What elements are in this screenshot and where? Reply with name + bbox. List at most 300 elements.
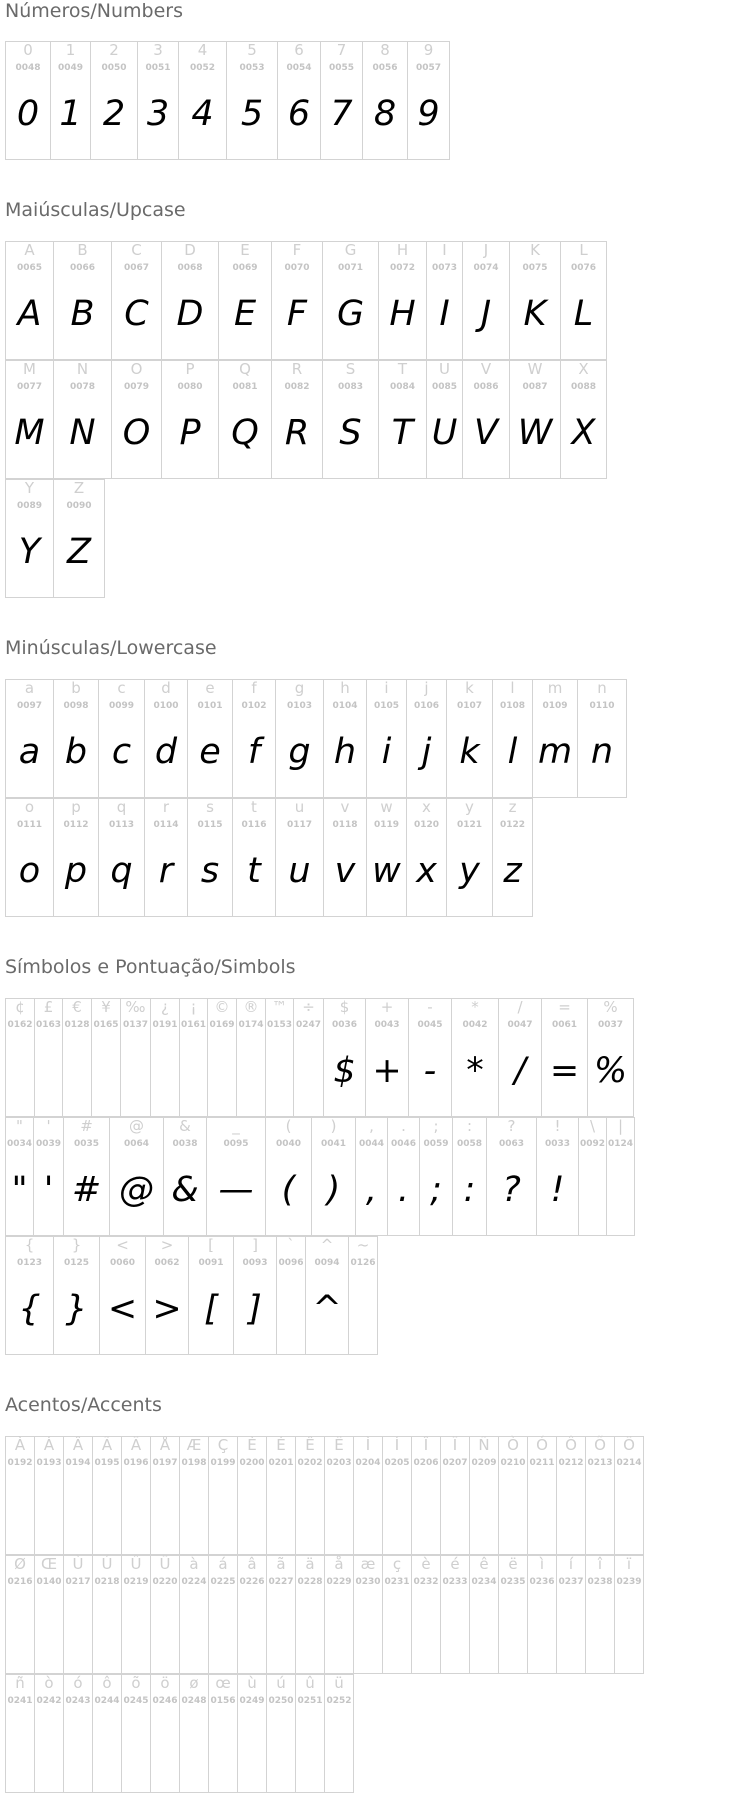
glyph-label: % bbox=[603, 998, 618, 1016]
glyph-sample: ; bbox=[430, 1170, 442, 1210]
glyph-cell bbox=[614, 1555, 644, 1674]
glyph-code: 0059 bbox=[423, 1139, 449, 1149]
glyph-cell bbox=[446, 679, 493, 798]
glyph-cell bbox=[53, 1236, 100, 1355]
glyph-code: 0244 bbox=[94, 1696, 120, 1706]
glyph-label: } bbox=[71, 1236, 82, 1254]
glyph-label: è bbox=[421, 1555, 431, 1573]
glyph-cell bbox=[33, 1117, 64, 1236]
glyph-code: 0067 bbox=[123, 263, 150, 273]
glyph-sample: 1 bbox=[59, 94, 82, 134]
glyph-code: 0137 bbox=[122, 1020, 149, 1030]
glyph-code: 0085 bbox=[431, 382, 458, 392]
glyph-cell bbox=[5, 1436, 35, 1555]
glyph-cell bbox=[53, 360, 112, 479]
glyph-sample: ] bbox=[248, 1289, 262, 1329]
glyph-cell bbox=[53, 679, 99, 798]
glyph-label: J bbox=[483, 241, 489, 259]
glyph-label: > bbox=[160, 1236, 174, 1254]
glyph-sample: C bbox=[124, 294, 149, 334]
glyph-label: Å bbox=[159, 1436, 171, 1454]
glyph-sample: @ bbox=[119, 1170, 154, 1210]
glyph-sample: 6 bbox=[287, 94, 311, 134]
glyph-cell bbox=[382, 1555, 412, 1674]
glyph-cell bbox=[53, 241, 112, 360]
glyph-label: O bbox=[130, 360, 143, 378]
glyph-label: é bbox=[450, 1555, 460, 1573]
glyph-code: 0243 bbox=[65, 1696, 91, 1706]
glyph-label: ÷ bbox=[302, 998, 315, 1016]
glyph-code: 0214 bbox=[616, 1458, 642, 1468]
glyph-label: œ bbox=[215, 1674, 231, 1692]
glyph-code: 0225 bbox=[210, 1577, 236, 1587]
glyph-sample: o bbox=[18, 851, 41, 891]
glyph-label: Ì bbox=[365, 1436, 371, 1454]
glyph-label: ù bbox=[247, 1674, 257, 1692]
glyph-sample: y bbox=[459, 851, 480, 891]
glyph-cell bbox=[5, 241, 54, 360]
glyph-cell bbox=[53, 479, 105, 598]
glyph-code: 0046 bbox=[390, 1139, 417, 1149]
glyph-code: 0043 bbox=[374, 1020, 400, 1030]
glyph-code: 0061 bbox=[551, 1020, 578, 1030]
glyph-cell bbox=[98, 798, 145, 917]
glyph-cell bbox=[188, 1236, 234, 1355]
glyph-code: 0224 bbox=[181, 1577, 207, 1587]
glyph-label: ' bbox=[46, 1117, 51, 1135]
glyph-cell bbox=[5, 360, 54, 479]
glyph-cell bbox=[236, 998, 266, 1117]
glyph-label: à bbox=[189, 1555, 199, 1573]
glyph-code: 0191 bbox=[152, 1020, 178, 1030]
glyph-sample: . bbox=[397, 1170, 410, 1210]
glyph-cell bbox=[92, 1555, 122, 1674]
glyph-code: 0045 bbox=[417, 1020, 443, 1030]
glyph-cell bbox=[541, 998, 588, 1117]
glyph-sample: S bbox=[339, 413, 362, 453]
glyph-label: ® bbox=[243, 998, 259, 1016]
glyph-cell bbox=[378, 360, 427, 479]
glyph-label: p bbox=[71, 798, 81, 816]
glyph-cell bbox=[323, 998, 366, 1117]
glyph-label: K bbox=[530, 241, 540, 259]
glyph-label: 3 bbox=[153, 41, 163, 59]
glyph-sample: # bbox=[71, 1170, 102, 1210]
glyph-label: _ bbox=[232, 1117, 240, 1135]
glyph-cell bbox=[5, 1236, 54, 1355]
glyph-sample: G bbox=[336, 294, 365, 334]
glyph-label: Ï bbox=[452, 1436, 458, 1454]
glyph-sample: P bbox=[179, 413, 201, 453]
glyph-code: 0112 bbox=[63, 820, 89, 830]
glyph-cell bbox=[187, 798, 233, 917]
glyph-label: c bbox=[117, 679, 126, 697]
glyph-code: 0229 bbox=[326, 1577, 352, 1587]
glyph-cell bbox=[452, 1117, 487, 1236]
glyph-cell bbox=[614, 1436, 644, 1555]
glyph-cell bbox=[5, 1674, 35, 1793]
glyph-label: Ë bbox=[334, 1436, 344, 1454]
glyph-sample: 2 bbox=[102, 94, 126, 134]
glyph-sample: 7 bbox=[330, 94, 353, 134]
glyph-code: 0114 bbox=[153, 820, 179, 830]
glyph-sample: i bbox=[381, 732, 392, 772]
glyph-sample: m bbox=[537, 732, 573, 772]
glyph-label: î bbox=[597, 1555, 603, 1573]
glyph-code: 0128 bbox=[64, 1020, 90, 1030]
section-title-numbers: Números/Numbers bbox=[5, 0, 183, 22]
glyph-label: 0 bbox=[23, 41, 33, 59]
glyph-code: 0088 bbox=[570, 382, 597, 392]
glyph-cell bbox=[382, 1436, 412, 1555]
glyph-cell bbox=[324, 1436, 354, 1555]
glyph-code: 0097 bbox=[16, 701, 43, 711]
glyph-label: # bbox=[80, 1117, 93, 1135]
glyph-cell bbox=[266, 1555, 296, 1674]
glyph-label: g bbox=[294, 679, 305, 697]
glyph-code: 0123 bbox=[16, 1258, 43, 1268]
glyph-code: 0047 bbox=[507, 1020, 533, 1030]
glyph-cell bbox=[266, 1674, 296, 1793]
glyph-label: Ê bbox=[305, 1436, 315, 1454]
glyph-sample: ' bbox=[43, 1170, 54, 1210]
glyph-label: ^ bbox=[320, 1236, 334, 1254]
glyph-code: 0107 bbox=[456, 701, 483, 711]
glyph-code: 0201 bbox=[268, 1458, 294, 1468]
glyph-code: 0209 bbox=[471, 1458, 497, 1468]
glyph-label: H bbox=[396, 241, 409, 259]
glyph-cell bbox=[34, 998, 63, 1117]
glyph-cell bbox=[406, 798, 447, 917]
glyph-code: 0207 bbox=[442, 1458, 468, 1468]
glyph-code: 0102 bbox=[241, 701, 267, 711]
glyph-label: Ú bbox=[101, 1555, 113, 1573]
glyph-sample: n bbox=[590, 732, 614, 772]
glyph-cell bbox=[150, 998, 180, 1117]
glyph-code: 0075 bbox=[522, 263, 548, 273]
glyph-cell bbox=[90, 41, 138, 160]
glyph-label: n bbox=[597, 679, 607, 697]
glyph-label: w bbox=[380, 798, 393, 816]
glyph-cell bbox=[232, 679, 276, 798]
glyph-cell bbox=[237, 1674, 267, 1793]
glyph-code: 0233 bbox=[442, 1577, 468, 1587]
glyph-code: 0087 bbox=[522, 382, 548, 392]
glyph-label: £ bbox=[43, 998, 54, 1016]
glyph-label: ) bbox=[330, 1117, 337, 1135]
glyph-cell bbox=[323, 798, 367, 917]
glyph-code: 0203 bbox=[326, 1458, 352, 1468]
glyph-code: 0115 bbox=[197, 820, 223, 830]
glyph-label: q bbox=[116, 798, 127, 816]
glyph-cell bbox=[121, 1674, 151, 1793]
glyph-cell bbox=[585, 1436, 615, 1555]
glyph-code: 0118 bbox=[332, 820, 358, 830]
glyph-label: M bbox=[23, 360, 36, 378]
glyph-code: 0092 bbox=[579, 1139, 606, 1149]
glyph-cell bbox=[120, 998, 151, 1117]
glyph-code: 0033 bbox=[544, 1139, 571, 1149]
glyph-code: 0219 bbox=[123, 1577, 149, 1587]
glyph-code: 0125 bbox=[63, 1258, 90, 1268]
glyph-label: S bbox=[345, 360, 356, 378]
glyph-cell bbox=[527, 1555, 557, 1674]
glyph-cell bbox=[63, 1117, 110, 1236]
glyph-sample: O bbox=[122, 413, 151, 453]
glyph-label: { bbox=[24, 1236, 35, 1254]
glyph-code: 0156 bbox=[210, 1696, 236, 1706]
glyph-code: 0140 bbox=[36, 1577, 62, 1587]
glyph-cell bbox=[407, 41, 450, 160]
glyph-cell bbox=[498, 1555, 528, 1674]
glyph-code: 0205 bbox=[384, 1458, 410, 1468]
glyph-label: Ù bbox=[72, 1555, 84, 1573]
glyph-code: 0108 bbox=[499, 701, 526, 711]
glyph-label: 9 bbox=[423, 41, 434, 59]
glyph-cell bbox=[411, 1555, 441, 1674]
glyph-code: 0251 bbox=[297, 1696, 323, 1706]
glyph-code: 0239 bbox=[616, 1577, 642, 1587]
glyph-code: 0035 bbox=[73, 1139, 100, 1149]
glyph-label: d bbox=[161, 679, 171, 697]
glyph-sample: H bbox=[389, 294, 416, 334]
glyph-cell bbox=[121, 1555, 151, 1674]
glyph-code: 0236 bbox=[529, 1577, 555, 1587]
glyph-sample: t bbox=[247, 851, 261, 891]
glyph-label: + bbox=[380, 998, 394, 1016]
glyph-code: 0126 bbox=[350, 1258, 376, 1268]
glyph-cell bbox=[469, 1436, 499, 1555]
glyph-cell bbox=[536, 1117, 579, 1236]
glyph-sample: E bbox=[233, 294, 257, 334]
glyph-sample: Q bbox=[231, 413, 259, 453]
glyph-code: 0064 bbox=[123, 1139, 150, 1149]
glyph-label: x bbox=[422, 798, 431, 816]
glyph-sample: U bbox=[431, 413, 458, 453]
glyph-cell bbox=[34, 1555, 64, 1674]
glyph-sample: J bbox=[480, 294, 492, 334]
glyph-cell bbox=[440, 1436, 470, 1555]
glyph-code: 0060 bbox=[109, 1258, 136, 1268]
glyph-cell bbox=[469, 1555, 499, 1674]
glyph-sample: I bbox=[439, 294, 450, 334]
glyph-label: å bbox=[334, 1555, 344, 1573]
glyph-cell bbox=[322, 360, 379, 479]
glyph-code: 0230 bbox=[355, 1577, 381, 1587]
glyph-cell bbox=[440, 1555, 470, 1674]
glyph-code: 0044 bbox=[358, 1139, 385, 1149]
glyph-cell bbox=[5, 41, 51, 160]
glyph-sample: { bbox=[18, 1289, 41, 1329]
glyph-cell bbox=[233, 1236, 277, 1355]
glyph-sample: , bbox=[365, 1170, 378, 1210]
glyph-label: = bbox=[558, 998, 571, 1016]
glyph-label: ï bbox=[626, 1555, 632, 1573]
glyph-cell bbox=[387, 1117, 420, 1236]
glyph-label: Ø bbox=[14, 1555, 26, 1573]
glyph-grids bbox=[5, 0, 730, 1794]
glyph-cell bbox=[585, 1555, 615, 1674]
glyph-sample: e bbox=[199, 732, 221, 772]
glyph-cell bbox=[226, 41, 278, 160]
glyph-label: ã bbox=[276, 1555, 286, 1573]
glyph-label: ò bbox=[44, 1674, 54, 1692]
glyph-label: [ bbox=[208, 1236, 214, 1254]
glyph-cell bbox=[492, 798, 533, 917]
glyph-sample: z bbox=[503, 851, 522, 891]
glyph-label: v bbox=[340, 798, 350, 816]
glyph-cell bbox=[446, 798, 493, 917]
glyph-label: Õ bbox=[594, 1436, 606, 1454]
glyph-code: 0083 bbox=[337, 382, 364, 392]
glyph-code: 0036 bbox=[331, 1020, 358, 1030]
glyph-code: 0250 bbox=[268, 1696, 294, 1706]
glyph-label: Î bbox=[423, 1436, 429, 1454]
glyph-sample: 5 bbox=[240, 94, 264, 134]
glyph-code: 0235 bbox=[500, 1577, 526, 1587]
glyph-code: 0242 bbox=[36, 1696, 62, 1706]
glyph-label: Ü bbox=[159, 1555, 171, 1573]
glyph-cell bbox=[237, 1555, 267, 1674]
glyph-label: F bbox=[292, 241, 302, 259]
glyph-label: @ bbox=[129, 1117, 144, 1135]
glyph-cell bbox=[426, 241, 463, 360]
glyph-cell bbox=[63, 1555, 93, 1674]
glyph-cell bbox=[295, 1674, 325, 1793]
glyph-label: * bbox=[471, 998, 479, 1016]
glyph-code: 0245 bbox=[123, 1696, 149, 1706]
glyph-code: 0048 bbox=[15, 63, 41, 73]
glyph-label: È bbox=[247, 1436, 257, 1454]
glyph-label: À bbox=[14, 1436, 26, 1454]
glyph-label: , bbox=[369, 1117, 374, 1135]
glyph-cell bbox=[5, 1555, 35, 1674]
glyph-code: 0050 bbox=[101, 63, 127, 73]
glyph-code: 0093 bbox=[242, 1258, 268, 1268]
glyph-cell bbox=[92, 1436, 122, 1555]
glyph-label: ¡ bbox=[190, 998, 197, 1016]
glyph-cell bbox=[98, 679, 145, 798]
glyph-code: 0062 bbox=[154, 1258, 180, 1268]
glyph-cell bbox=[179, 1436, 209, 1555]
glyph-code: 0094 bbox=[314, 1258, 340, 1268]
glyph-cell bbox=[532, 679, 578, 798]
glyph-code: 0086 bbox=[473, 382, 499, 392]
glyph-sample: D bbox=[176, 294, 204, 334]
glyph-cell bbox=[411, 1436, 441, 1555]
glyph-cell bbox=[5, 798, 54, 917]
glyph-cell bbox=[163, 1117, 207, 1236]
glyph-cell bbox=[208, 1674, 238, 1793]
glyph-code: 0200 bbox=[239, 1458, 265, 1468]
glyph-code: 0232 bbox=[413, 1577, 439, 1587]
section-title-upcase: Maiúsculas/Upcase bbox=[5, 199, 186, 221]
glyph-sample: a bbox=[18, 732, 41, 772]
glyph-code: 0109 bbox=[542, 701, 568, 711]
glyph-sample: " bbox=[11, 1170, 28, 1210]
glyph-cell bbox=[34, 1436, 64, 1555]
glyph-sample: ! bbox=[550, 1170, 565, 1210]
glyph-cell bbox=[208, 1555, 238, 1674]
glyph-cell bbox=[145, 1236, 189, 1355]
glyph-code: 0228 bbox=[297, 1577, 323, 1587]
glyph-code: 0056 bbox=[372, 63, 398, 73]
glyph-label: Ñ bbox=[478, 1436, 490, 1454]
glyph-cell bbox=[5, 479, 54, 598]
glyph-sample: L bbox=[573, 294, 594, 334]
glyph-code: 0079 bbox=[123, 382, 150, 392]
glyph-label: Â bbox=[72, 1436, 84, 1454]
glyph-cell bbox=[366, 679, 407, 798]
glyph-cell bbox=[266, 1436, 296, 1555]
glyph-label: y bbox=[465, 798, 474, 816]
glyph-cell bbox=[271, 241, 323, 360]
glyph-label: Æ bbox=[186, 1436, 202, 1454]
glyph-code: 0089 bbox=[16, 501, 43, 511]
glyph-cell bbox=[218, 241, 272, 360]
glyph-label: Û bbox=[130, 1555, 142, 1573]
glyph-label: / bbox=[517, 998, 523, 1016]
glyph-label: r bbox=[162, 798, 170, 816]
glyph-cell bbox=[265, 998, 294, 1117]
glyph-cell bbox=[53, 798, 99, 917]
glyph-cell bbox=[111, 360, 162, 479]
glyph-label: : bbox=[466, 1117, 473, 1135]
glyph-sample: } bbox=[65, 1289, 88, 1329]
glyph-label: â bbox=[247, 1555, 257, 1573]
glyph-cell bbox=[179, 1555, 209, 1674]
glyph-label: a bbox=[24, 679, 35, 697]
glyph-label: C bbox=[131, 241, 142, 259]
glyph-label: G bbox=[344, 241, 357, 259]
glyph-code: 0082 bbox=[284, 382, 310, 392]
glyph-label: ç bbox=[392, 1555, 402, 1573]
glyph-cell bbox=[353, 1555, 383, 1674]
glyph-cell bbox=[179, 1674, 209, 1793]
glyph-code: 0163 bbox=[35, 1020, 62, 1030]
glyph-cell bbox=[378, 241, 427, 360]
glyph-cell bbox=[305, 1236, 349, 1355]
glyph-sample: W bbox=[517, 413, 553, 453]
glyph-cell bbox=[99, 1236, 146, 1355]
glyph-sample: h bbox=[333, 732, 357, 772]
glyph-code: 0162 bbox=[7, 1020, 33, 1030]
glyph-code: 0099 bbox=[108, 701, 135, 711]
glyph-sample: B bbox=[70, 294, 95, 334]
glyph-cell bbox=[509, 241, 561, 360]
glyph-code: 0063 bbox=[498, 1139, 525, 1149]
glyph-code: 0105 bbox=[373, 701, 400, 711]
glyph-label: Œ bbox=[40, 1555, 58, 1573]
glyph-code: 0246 bbox=[152, 1696, 178, 1706]
glyph-label: Ô bbox=[565, 1436, 577, 1454]
glyph-cell bbox=[265, 1117, 312, 1236]
glyph-cell bbox=[271, 360, 323, 479]
glyph-sample: 4 bbox=[191, 94, 214, 134]
glyph-cell bbox=[208, 1436, 238, 1555]
section-title-lowercase: Minúsculas/Lowercase bbox=[5, 637, 217, 659]
glyph-label: ; bbox=[433, 1117, 439, 1135]
glyph-label: L bbox=[579, 241, 588, 259]
glyph-sample: A bbox=[17, 294, 42, 334]
glyph-label: 2 bbox=[109, 41, 119, 59]
glyph-label: 5 bbox=[247, 41, 257, 59]
glyph-code: 0238 bbox=[587, 1577, 613, 1587]
glyph-label: ñ bbox=[15, 1674, 25, 1692]
glyph-sample: x bbox=[416, 851, 437, 891]
glyph-code: 0119 bbox=[373, 820, 400, 830]
glyph-label: | bbox=[617, 1117, 624, 1135]
